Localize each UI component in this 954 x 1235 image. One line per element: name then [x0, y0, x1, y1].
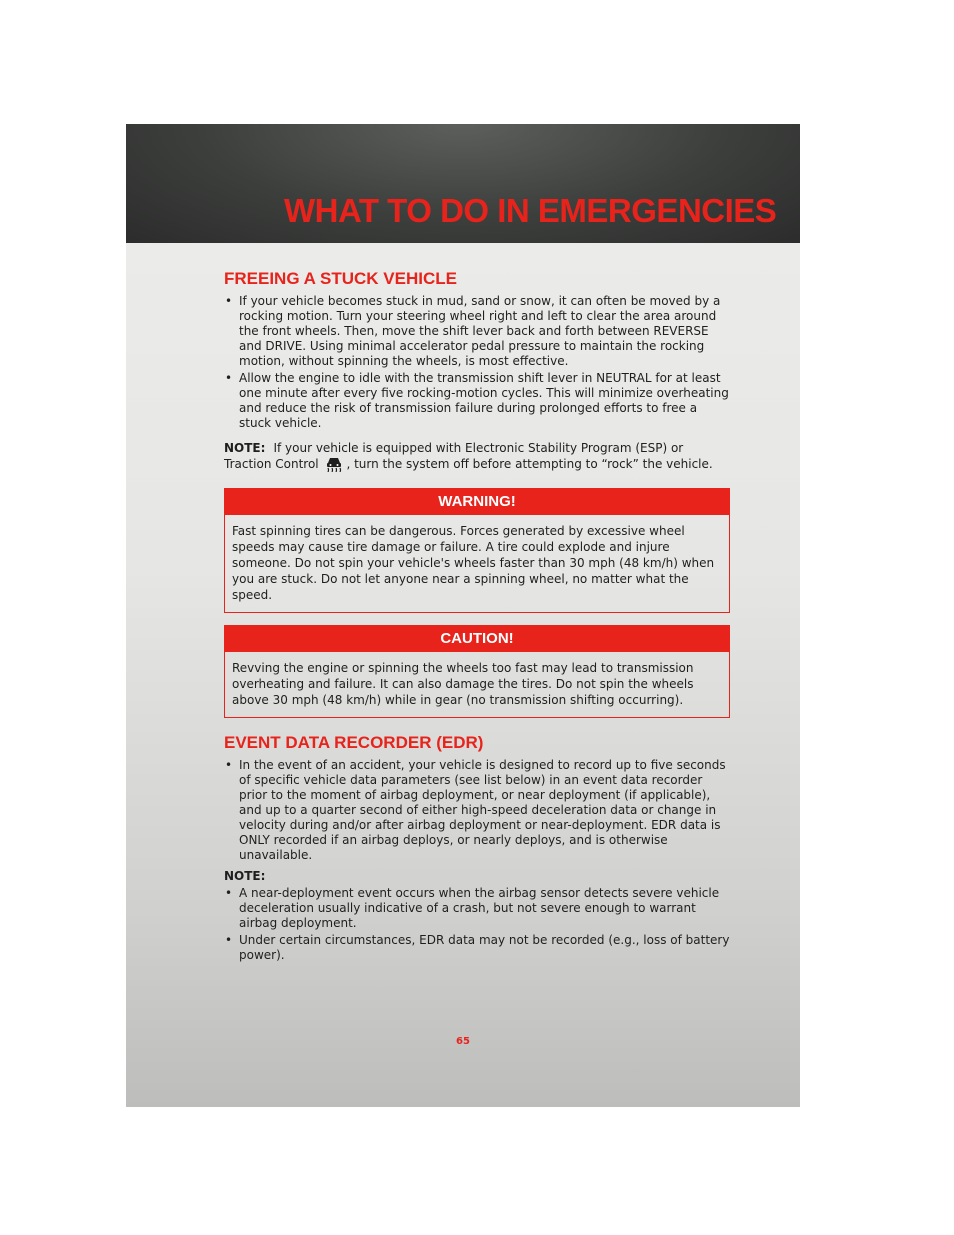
freeing-bullet-list — [224, 294, 730, 431]
freeing-note — [224, 441, 730, 472]
freeing-section — [224, 269, 730, 472]
list-item: • In the event of an accident, your vehicle is designed to record up to five seconds of specific vehicle data parameters (see list below) in an event data recorder prior to the moment of airbag deployment, or near deployment (if applicable), and up to a quarter second of either high-speed deceleration data or change in velocity during and/or after airbag deployment or near-deployment. EDR data is ONLY recorded if an airbag deploys, or nearly deploys, and is otherwise unavailable. — [224, 758, 730, 863]
list-item: • Under certain circumstances, EDR data may not be recorded (e.g., loss of battery power). — [224, 933, 730, 963]
freeing-heading: FREEING A STUCK VEHICLE — [224, 269, 457, 288]
manual-page — [126, 124, 800, 1107]
edr-bullet-list — [224, 758, 730, 863]
caution-box — [224, 625, 730, 718]
note-text-after: , turn the system off before attempting to “rock” the vehicle. — [346, 457, 713, 471]
traction-control-icon — [324, 456, 344, 472]
list-item: • If your vehicle becomes stuck in mud, sand or snow, it can often be moved by a rocking motion. Turn your steering wheel right and left to clear the area around the front wheels. Then, move the shift lever back and forth between REVERSE and DRIVE. Using minimal accelerator pedal pressure to maintain the rocking motion, without spinning the wheels, is most effective. — [224, 294, 730, 369]
page-header — [126, 124, 800, 243]
warning-box — [224, 488, 730, 613]
note-label: NOTE: — [224, 441, 266, 455]
note-text-before: If your vehicle is equipped with Electronic Stability Program (ESP) or Traction Control — [224, 441, 684, 471]
list-item: • Allow the engine to idle with the transmission shift lever in NEUTRAL for at least one minute after every five rocking-motion cycles. This will minimize overheating and reduce the risk of transmission failure during prolonged efforts to free a stuck vehicle. — [224, 371, 730, 431]
warning-text: Fast spinning tires can be dangerous. Forces generated by excessive wheel speeds may cause tire damage or failure. A tire could explode and injure someone. Do not spin your vehicle's wheels faster than 30 mph (48 km/h) when you are stuck. Do not let anyone near a spinning wheel, no matter what the speed. — [232, 524, 715, 602]
edr-note-list — [224, 886, 730, 963]
page-number: 65 — [456, 1036, 470, 1047]
page-content — [224, 269, 730, 965]
edr-section — [224, 733, 730, 963]
page-title: WHAT TO DO IN EMERGENCIES — [284, 192, 777, 229]
edr-note-label: NOTE: — [224, 869, 266, 883]
caution-text: Revving the engine or spinning the wheels too fast may lead to transmission overheating and failure. It can also damage the tires. Do not spin the wheels above 30 mph (48 km/h) while in gear (no transmission shifting occurring). — [232, 661, 694, 707]
caution-title: CAUTION! — [225, 626, 729, 652]
list-item: • A near-deployment event occurs when the airbag sensor detects severe vehicle deceleration usually indicative of a crash, but not severe enough to warrant airbag deployment. — [224, 886, 730, 931]
warning-title: WARNING! — [225, 489, 729, 515]
edr-heading: EVENT DATA RECORDER (EDR) — [224, 733, 484, 752]
